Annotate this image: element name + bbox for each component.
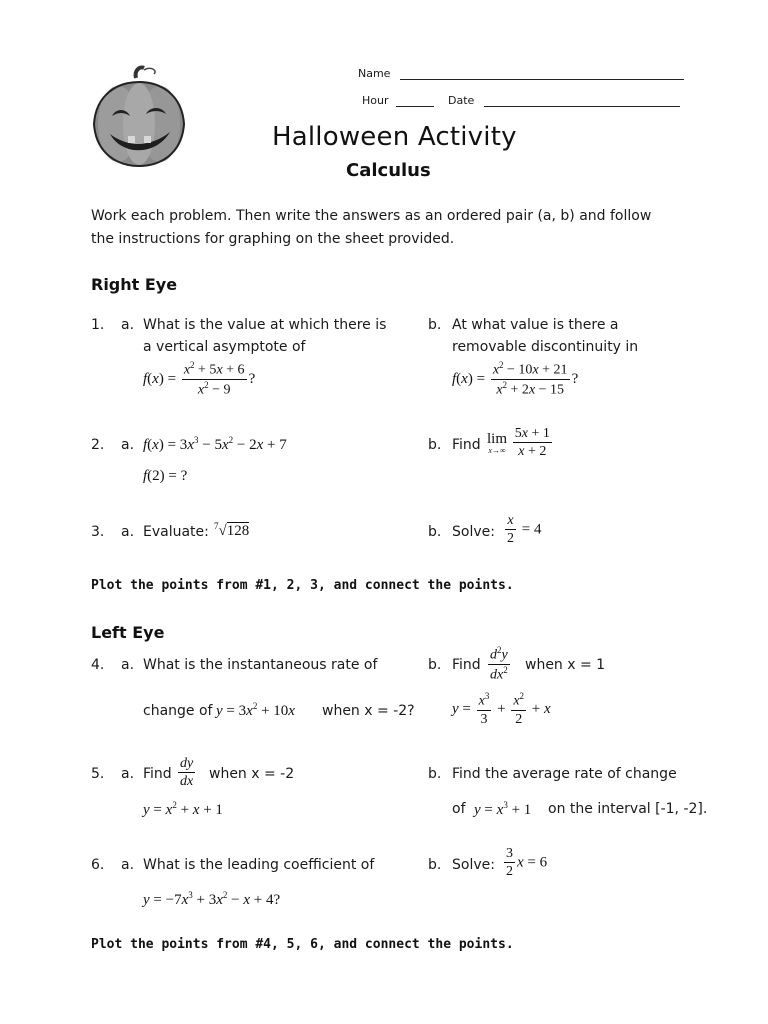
problem-text: when x = -2 (209, 766, 295, 782)
part-label: a. (121, 524, 135, 540)
problem-text: At what value is there a (452, 317, 619, 333)
part-label: b. (428, 857, 442, 873)
part-label: b. (428, 437, 442, 453)
problem-text: a vertical asymptote of (143, 339, 306, 355)
equation-2a-question: f(2) = ? (143, 468, 188, 484)
date-field[interactable] (448, 94, 680, 107)
problem-text: Find the average rate of change (452, 766, 677, 782)
problem-text: What is the instantaneous rate of (143, 657, 378, 673)
problem-text: on the interval [-1, -2]. (548, 801, 708, 817)
equation-4b: y = $\frac{x^3}{3}$ + $\frac{x^2}{2}$ + x (452, 691, 551, 728)
equation-5b: $y = x^3 + 1$ (474, 800, 532, 818)
equation-2b: lim x→∞ $\frac{5x + 1}{x + 2}$ (487, 426, 550, 460)
part-label: a. (121, 766, 135, 782)
page-title: Halloween Activity (272, 122, 517, 152)
part-label: a. (121, 317, 135, 333)
problem-text: What is the value at which there is (143, 317, 387, 333)
page-subtitle: Calculus (346, 160, 431, 181)
equation-5a-derivative: $\frac{dy}{dx}$ (180, 756, 194, 790)
problem-text: Find (143, 766, 172, 782)
part-label: b. (428, 524, 442, 540)
date-blank[interactable] (484, 94, 680, 107)
section-heading-left-eye: Left Eye (91, 623, 165, 642)
problem-number: 4. (91, 657, 105, 673)
equation-3a: $^7$√128 (214, 521, 250, 539)
equation-3b: $\frac{x}{2}$ = 4 (507, 513, 542, 547)
problem-text: Solve: (452, 524, 495, 540)
part-label: b. (428, 317, 442, 333)
part-label: a. (121, 857, 135, 873)
hour-label: Hour (362, 94, 389, 107)
part-label: a. (121, 657, 135, 673)
instruction-right-eye: Plot the points from #1, 2, 3, and connect the points. (91, 578, 514, 593)
equation-4b-derivative: $\frac{d^2y}{dx^2}$ (490, 645, 508, 683)
hour-field[interactable] (362, 94, 434, 107)
equation-2a: $f(x) = 3x^3 - 5x^2 - 2x + 7$ (143, 435, 287, 453)
problem-text: What is the leading coefficient of (143, 857, 375, 873)
name-label: Name (358, 67, 391, 80)
problem-text: Find (452, 657, 481, 673)
intro-line-2: the instructions for graphing on the sheet provided. (91, 231, 455, 247)
problem-text: removable discontinuity in (452, 339, 639, 355)
problem-text: when x = 1 (525, 657, 606, 673)
problem-text: of (452, 801, 466, 817)
pumpkin-icon (88, 64, 190, 168)
instruction-left-eye: Plot the points from #4, 5, 6, and connect the points. (91, 937, 514, 952)
hour-blank[interactable] (396, 94, 434, 107)
section-heading-right-eye: Right Eye (91, 275, 178, 294)
date-label: Date (448, 94, 475, 107)
equation-4a: $y = 3x^2 + 10x$ (216, 701, 295, 719)
equation-6b: $\frac{3}{2}$ x = 6 (506, 846, 548, 880)
part-label: a. (121, 437, 135, 453)
problem-text: change of (143, 703, 213, 719)
name-blank[interactable] (400, 67, 684, 80)
problem-number: 1. (91, 317, 105, 333)
problem-number: 5. (91, 766, 105, 782)
equation-1a: f(x) = $\frac{x^2 + 5x + 6}{x^2 - 9}$ ? (143, 360, 256, 398)
problem-text: when x = -2? (322, 703, 415, 719)
part-label: b. (428, 766, 442, 782)
part-label: b. (428, 657, 442, 673)
intro-line-1: Work each problem. Then write the answers as an ordered pair (a, b) and follow (91, 208, 652, 224)
equation-6a: $y = -7x^3 + 3x^2 - x + 4$? (143, 890, 281, 908)
problem-text: Solve: (452, 857, 495, 873)
name-field[interactable] (358, 67, 684, 80)
problem-number: 2. (91, 437, 105, 453)
problem-text: Find (452, 437, 481, 453)
problem-text: Evaluate: (143, 524, 209, 540)
problem-number: 3. (91, 524, 105, 540)
equation-5a: $y = x^2 + x + 1$ (143, 800, 223, 818)
problem-number: 6. (91, 857, 105, 873)
equation-1b: f(x) = $\frac{x^2 - 10x + 21}{x^2 + 2x - 15}$ ? (452, 360, 579, 398)
